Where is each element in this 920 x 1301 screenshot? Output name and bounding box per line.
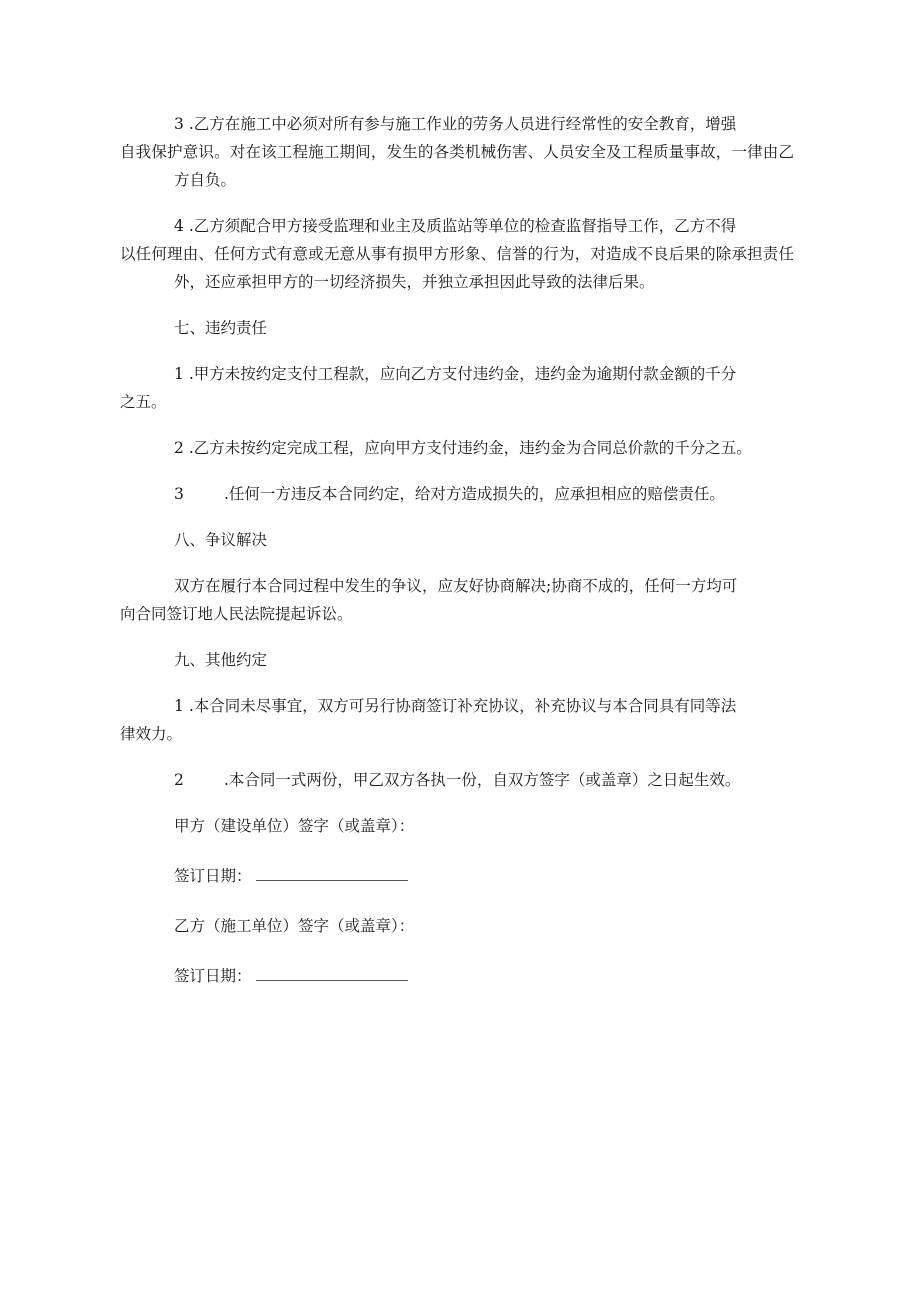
other-clause-1 [120, 692, 794, 748]
party-b-date-blank[interactable] [256, 966, 408, 981]
party-b-date-row [174, 962, 794, 990]
party-a-date-row [174, 862, 794, 890]
party-b-date-label: 签订日期： [174, 967, 252, 985]
clause-text-first-line: .乙方须配合甲方接受监理和业主及质监站等单位的检查监督指导工作，乙方不得 [188, 217, 737, 235]
party-a-date-label: 签订日期： [174, 867, 252, 885]
clause-number: 1 [174, 697, 184, 715]
breach-clause-1 [120, 360, 794, 416]
party-a-date-blank[interactable] [256, 866, 408, 881]
clause-text-first-line: .甲方未按约定支付工程款，应向乙方支付违约金，违约金为逾期付款金额的千分 [188, 365, 737, 383]
clause-text-first-line: .任何一方违反本合同约定，给对方造成损失的，应承担相应的赔偿责任。 [224, 485, 725, 503]
contract-body [120, 110, 794, 1012]
clause-text-continuation: 律效力。 [120, 725, 183, 743]
clause-number: 3 [174, 115, 184, 133]
breach-clause-2 [174, 434, 794, 462]
clause-text-continuation: 之五。 [120, 393, 167, 411]
clause-safety-education [120, 110, 794, 194]
breach-clause-3 [174, 480, 794, 508]
section-heading-dispute: 八、争议解决 [174, 531, 268, 549]
party-b-signature-label: 乙方（施工单位）签字（或盖章）： [174, 917, 415, 935]
clause-number: 2 [174, 439, 184, 457]
dispute-clause [120, 572, 794, 628]
clause-text-continuation: 自我保护意识。对在该工程施工期间，发生的各类机械伤害、人员安全及工程质量事故，一律由乙方自负。 [120, 143, 794, 189]
clause-text-first-line: .本合同未尽事宜，双方可另行协商签订补充协议，补充协议与本合同具有同等法 [188, 697, 737, 715]
clause-text-first-line: .乙方在施工中必须对所有参与施工作业的劳务人员进行经常性的安全教育，增强 [188, 115, 737, 133]
clause-number: 2 [174, 771, 184, 789]
party-a-signature-label: 甲方（建设单位）签字（或盖章）： [174, 817, 415, 835]
clause-number: 4 [174, 217, 184, 235]
other-clause-2 [174, 766, 794, 794]
clause-number: 1 [174, 365, 184, 383]
clause-number: 3 [174, 485, 184, 503]
clause-text-first-line: 双方在履行本合同过程中发生的争议，应友好协商解决;协商不成的，任何一方均可 [174, 577, 738, 595]
clause-text-first-line: .本合同一式两份，甲乙双方各执一份，自双方签字（或盖章）之日起生效。 [224, 771, 741, 789]
section-heading-other: 九、其他约定 [174, 651, 268, 669]
clause-text-continuation: 向合同签订地人民法院提起诉讼。 [120, 605, 353, 623]
clause-text-continuation: 以任何理由、任何方式有意或无意从事有损甲方形象、信誉的行为，对造成不良后果的除承担责任外，还应承担甲方的一切经济损失，并独立承担因此导致的法律后果。 [120, 245, 794, 291]
clause-supervision [120, 212, 794, 296]
clause-text-first-line: .乙方未按约定完成工程，应向甲方支付违约金，违约金为合同总价款的千分之五。 [188, 439, 752, 457]
section-heading-breach: 七、违约责任 [174, 319, 268, 337]
